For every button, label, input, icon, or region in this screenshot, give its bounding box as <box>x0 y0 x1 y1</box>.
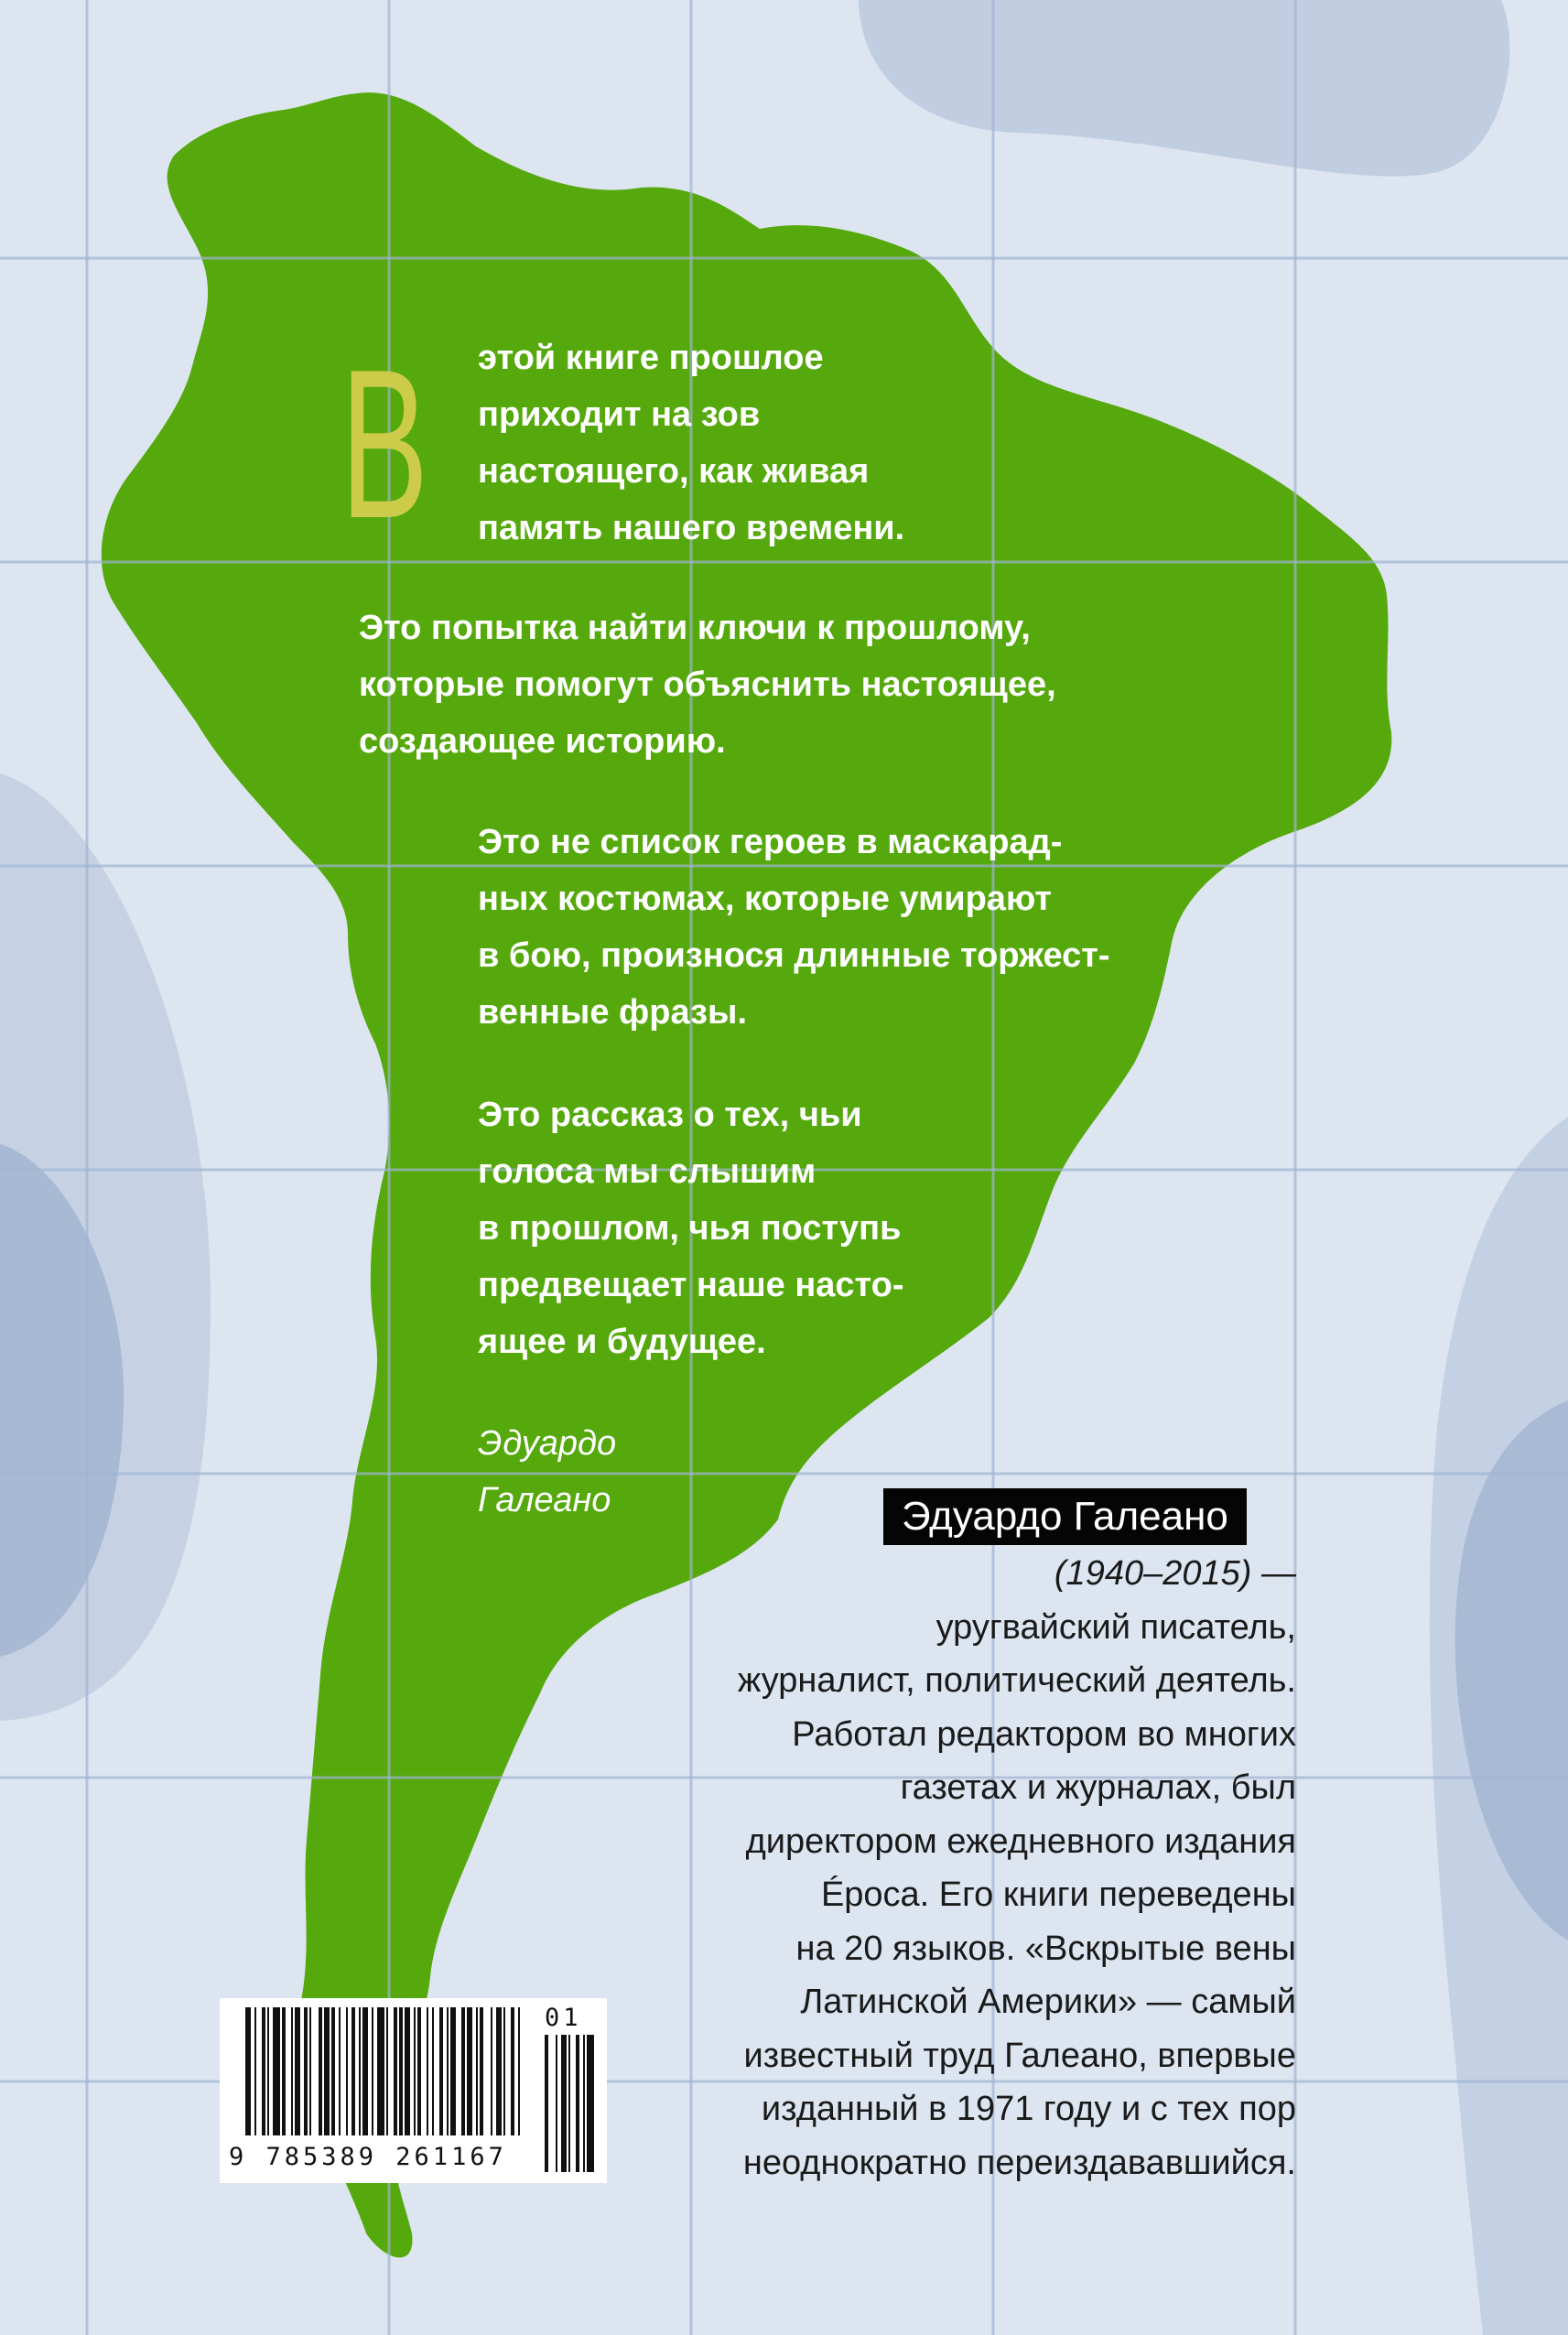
barcode-addon-digits: 01 <box>545 2004 582 2032</box>
barcode-bar <box>461 2007 465 2135</box>
barcode-bar <box>386 2007 388 2135</box>
barcode-bar <box>417 2007 421 2135</box>
author-name-label: Эдуардо Галеано <box>883 1488 1247 1545</box>
bio-line: на 20 языков. «Вскрытые вены <box>795 1929 1296 1968</box>
blurb-paragraph-1: этой книге прошлое приходит на зов настоящего, как живая память нашего времени. <box>478 339 905 547</box>
barcode-bar <box>372 2007 373 2135</box>
barcode-bar <box>331 2007 335 2135</box>
barcode-bar <box>414 2007 416 2135</box>
barcode-bar <box>496 2007 502 2135</box>
barcode-bar <box>254 2007 256 2135</box>
barcode-bar <box>394 2007 397 2135</box>
barcode-bar <box>480 2007 483 2135</box>
barcode-bar <box>339 2007 341 2135</box>
bio-line: журналист, политический деятель. <box>737 1661 1296 1700</box>
barcode-addon-bar <box>576 2035 579 2172</box>
bio-line: известный труд Галеано, впервые <box>743 2036 1296 2075</box>
bio-line: неоднократно переиздававшийся. <box>742 2143 1296 2182</box>
barcode-addon-bar <box>561 2035 567 2172</box>
blob-top-right <box>859 0 1509 177</box>
barcode-bar <box>511 2007 514 2135</box>
barcode-bar <box>295 2007 300 2135</box>
blurb-paragraph-3: Это не список героев в маскарад- ных костюмах, которые умирают в бою, произнося длинные торжест- венные фразы. <box>478 823 1110 1032</box>
barcode-bar <box>518 2007 520 2135</box>
barcode-bar <box>291 2007 293 2135</box>
blurb-paragraph-2: Это попытка найти ключи к прошлому, которые помогут объяснить настоящее, создающее историю. <box>359 609 1056 761</box>
barcode-bar <box>450 2007 456 2135</box>
bio-line: изданный в 1971 году и с тех пор <box>761 2090 1296 2128</box>
barcode-addon-bar <box>583 2035 585 2172</box>
barcode-bar <box>262 2007 265 2135</box>
barcode-bar <box>427 2007 428 2135</box>
bio-line: Éроса. Его книги переведены <box>820 1876 1296 1914</box>
barcode-digits: 9 785389 261167 <box>229 2143 507 2171</box>
bio-line: уругвайский писатель, <box>935 1607 1296 1647</box>
barcode-addon-bar <box>587 2035 594 2172</box>
barcode-bar <box>476 2007 478 2135</box>
barcode-bar <box>405 2007 410 2135</box>
author-bio <box>600 1547 1296 2189</box>
barcode-bar <box>304 2007 308 2135</box>
barcode-bar <box>359 2007 361 2135</box>
blurb-signature: Эдуардо Галеано <box>478 1424 617 1519</box>
blurb-paragraph-4: Это рассказ о тех, чьи голоса мы слышим в прошлом, чья поступь предвещает наше насто- ящее и будущее. <box>478 1096 904 1361</box>
bio-line: директором ежедневного издания <box>745 1822 1296 1861</box>
barcode-addon-bar <box>556 2035 557 2172</box>
barcode-addon-bar <box>568 2035 570 2172</box>
barcode-bar <box>346 2007 348 2135</box>
barcode-addon-bar <box>545 2035 548 2172</box>
barcode-bar <box>362 2007 368 2135</box>
barcode-bar <box>319 2007 322 2135</box>
barcode-bar <box>439 2007 443 2135</box>
bio-line: Работал редактором во многих <box>792 1714 1296 1754</box>
barcode-bar <box>282 2007 286 2135</box>
drop-cap-letter: В <box>341 326 428 563</box>
barcode-bar <box>432 2007 434 2135</box>
barcode-bar <box>491 2007 492 2135</box>
barcode-bar <box>503 2007 505 2135</box>
barcode-bar <box>351 2007 355 2135</box>
barcode-bar <box>399 2007 403 2135</box>
barcode-bar <box>447 2007 449 2135</box>
barcode-bar <box>467 2007 472 2135</box>
barcode-bar <box>273 2007 280 2135</box>
bio-line: Латинской Америки» — самый <box>800 1983 1296 2021</box>
bio-line: газетах и журналах, был <box>900 1768 1296 1807</box>
isbn-barcode <box>220 1998 607 2183</box>
barcode-bar <box>377 2007 384 2135</box>
barcode-bar <box>324 2007 330 2135</box>
barcode-bar <box>245 2007 251 2135</box>
barcode-bar <box>309 2007 311 2135</box>
author-years: (1940–2015) — <box>1054 1554 1296 1593</box>
barcode-bar <box>267 2007 269 2135</box>
